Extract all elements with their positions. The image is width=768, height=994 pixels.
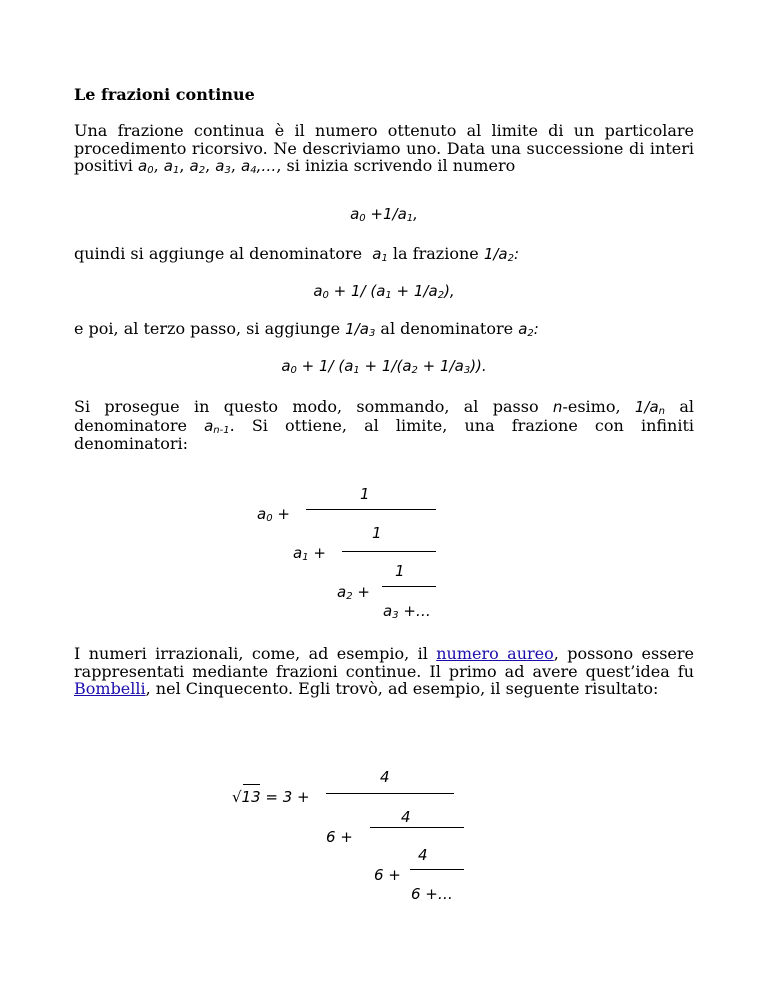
cf2-fraction-bar-2	[370, 827, 464, 828]
step3-var: $a_2$:	[518, 320, 539, 339]
stepn-var: $a_{n-1}$	[204, 416, 230, 436]
stepn-text3: al denominatore	[74, 397, 695, 435]
stepn-text2: -esimo,	[562, 397, 635, 416]
cf2-term-1: 6 +	[326, 828, 353, 846]
cf1-term-a3: $a_3$ +…	[383, 602, 431, 621]
link-numero-aureo[interactable]: numero aureo	[436, 644, 554, 663]
cf1-term-a1: $a_1$ +	[293, 544, 326, 563]
stepn-frac: $1/a_n$	[634, 398, 666, 417]
irr-text1: I numeri irrazionali, come, ad esempio, il	[74, 644, 437, 663]
formula-3: $a_0 + 1/$ $(a_1 + 1/(a_2 + 1/a_3))$.	[281, 357, 487, 376]
cf2-fraction-bar-1	[326, 793, 454, 794]
cf2-term-3: 6 +…	[411, 885, 453, 903]
paragraph-step3	[74, 320, 694, 339]
cf1-fraction-bar-3	[382, 586, 436, 587]
paragraph-step-n	[74, 398, 694, 453]
seq-a0: $a_0$	[138, 157, 154, 176]
formula-1: $a_0 +1/a_1$,	[350, 205, 418, 224]
intro-text-end: , si inizia scrivendo il numero	[276, 156, 516, 175]
paragraph-intro: Una frazione continua è il numero ottenuto al limite di un particolare procedimento ricorsivo. Ne descriviamo uno. Data una successione di interi positivi $a_0$, $a_1$, $a_2$, $a_3$, $a_4,\dots$, si inizia scrivendo il numero	[74, 121, 694, 176]
cf2-term-2: 6 +	[374, 866, 401, 884]
cf1-num-2: 1	[372, 524, 382, 542]
seq-a1: $a_1$	[163, 157, 180, 176]
step3-text: e poi, al terzo passo, si aggiunge	[74, 319, 341, 338]
step2-var: $a_1$	[372, 245, 388, 264]
seq-a4: $a_4,\dots$	[241, 157, 277, 176]
step2-frac: $1/a_2$:	[483, 245, 520, 264]
link-bombelli[interactable]: Bombelli	[74, 679, 146, 698]
cf1-num-1: 1	[360, 485, 370, 503]
cf2-num-2: 4	[401, 808, 411, 826]
step2-text: quindi si aggiunge al denominatore	[74, 244, 363, 263]
irr-text3: , nel Cinquecento. Egli trovò, ad esempio, il seguente risultato:	[145, 679, 659, 698]
seq-a2: $a_2$	[189, 157, 206, 176]
cf1-term-a0: $a_0$ +	[257, 505, 290, 524]
sqrt-overline	[243, 784, 260, 785]
cf1-term-a2: $a_2$ +	[337, 583, 370, 602]
cf1-fraction-bar-2	[342, 551, 436, 552]
cf2-num-3: 4	[418, 846, 428, 864]
stepn-text4: . Si ottiene, al limite, una frazione con infiniti denominatori:	[74, 415, 695, 453]
formula-2: $a_0 + 1/$ $(a_1 + 1/a_2)$,	[313, 282, 455, 301]
paragraph-step2	[74, 245, 694, 264]
step2-text2: la frazione	[392, 244, 479, 263]
cf2-num-1: 4	[380, 768, 390, 786]
cf1-fraction-bar-1	[306, 509, 436, 510]
page-title: Le frazioni continue	[74, 85, 255, 104]
step3-text2: al denominatore	[380, 319, 514, 338]
cf2-fraction-bar-3	[410, 869, 464, 870]
intro-text: Una frazione continua è il numero ottenuto al limite di un particolare procedimento ricorsivo. Ne descriviamo uno. Data una successione di interi positivi	[74, 121, 694, 175]
seq-a3: $a_3$	[215, 157, 231, 176]
cf1-num-3: 1	[395, 562, 405, 580]
stepn-text1: Si prosegue in questo modo, sommando, al passo	[74, 397, 553, 416]
step3-frac: $1/a_3$	[345, 320, 376, 339]
paragraph-irrational	[74, 645, 694, 698]
stepn-n: n	[552, 398, 563, 416]
irr-text2: , possono essere rappresentati mediante frazioni continue. Il primo ad avere quest’idea fu	[74, 644, 694, 681]
cf2-lhs: √13 = 3 +	[232, 788, 310, 806]
